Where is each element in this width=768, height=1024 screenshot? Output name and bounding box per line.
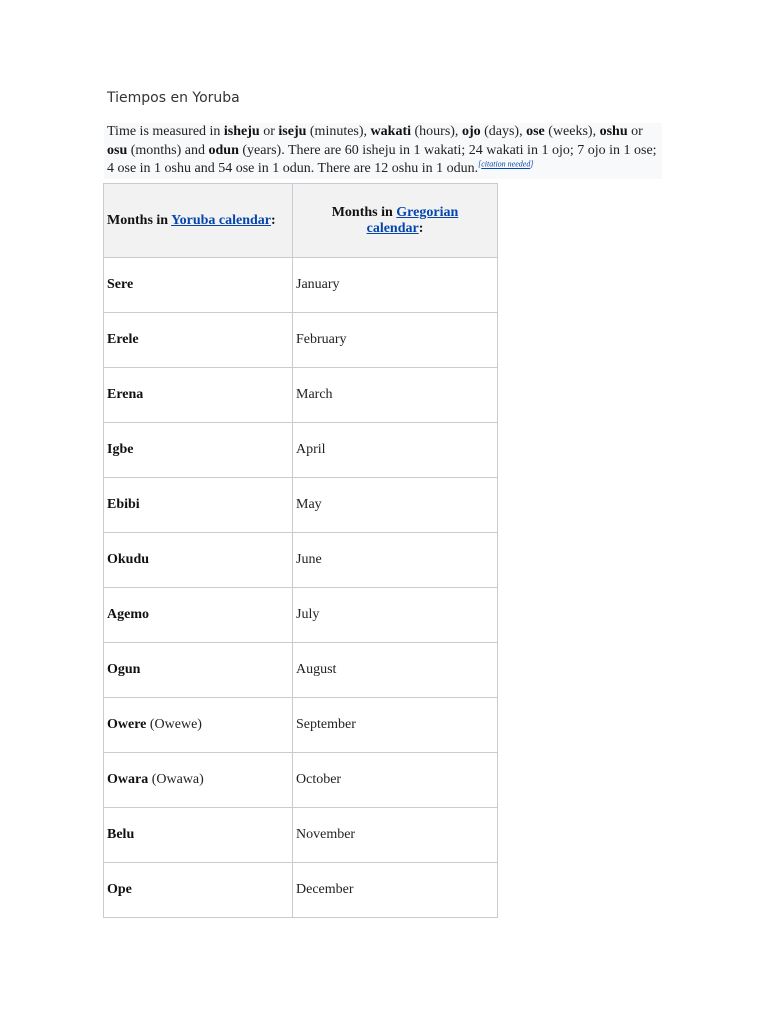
term-osu: osu <box>107 142 128 158</box>
intro-text: (hours), <box>411 124 462 139</box>
gregorian-month-cell: July <box>293 588 498 643</box>
table-row <box>104 588 498 643</box>
yoruba-month-cell: Ebibi <box>104 478 293 533</box>
intro-text: (weeks), <box>544 124 600 139</box>
yoruba-month-cell: Owara (Owawa) <box>104 753 293 808</box>
table-row <box>104 698 498 753</box>
table-row <box>104 313 498 368</box>
intro-text: (days), <box>480 124 527 139</box>
term-oshu: oshu <box>599 124 628 139</box>
intro-text: (months) and <box>127 142 209 158</box>
yoruba-month-cell: Erena <box>104 368 293 423</box>
intro-text: (years). There are 60 isheju in 1 wakati; 24 wakati in 1 ojo; 7 ojo in 1 ose; 4 ose in 1 oshu and 54 ose in 1 odun. There are 12 oshu in 1 odun. <box>107 142 657 177</box>
intro-text: or <box>627 124 643 139</box>
gregorian-month-cell: September <box>293 698 498 753</box>
yoruba-month-cell: Ope <box>104 863 293 918</box>
yoruba-month-cell: Agemo <box>104 588 293 643</box>
page-title: Tiempos en Yoruba <box>107 90 240 106</box>
months-table <box>103 183 498 918</box>
yoruba-month-cell: Igbe <box>104 423 293 478</box>
term-odun: odun <box>208 142 239 158</box>
citation-needed-link[interactable]: [citation needed] <box>478 159 534 169</box>
table-row <box>104 368 498 423</box>
gregorian-month-cell: March <box>293 368 498 423</box>
yoruba-calendar-link[interactable]: Yoruba calendar <box>171 212 272 228</box>
gregorian-month-cell: April <box>293 423 498 478</box>
table-row <box>104 533 498 588</box>
term-isheju: isheju <box>223 124 260 139</box>
table-row <box>104 258 498 313</box>
gregorian-month-cell: November <box>293 808 498 863</box>
term-wakati: wakati <box>370 124 411 139</box>
yoruba-month-cell: Erele <box>104 313 293 368</box>
yoruba-month-cell: Okudu <box>104 533 293 588</box>
table-row <box>104 753 498 808</box>
gregorian-month-cell: August <box>293 643 498 698</box>
table-header-row <box>104 184 498 258</box>
yoruba-month-cell: Sere <box>104 258 293 313</box>
gregorian-month-cell: May <box>293 478 498 533</box>
yoruba-month-cell: Owere (Owewe) <box>104 698 293 753</box>
table-row <box>104 643 498 698</box>
table-row <box>104 808 498 863</box>
header-yoruba-months: Months in Yoruba calendar: <box>104 184 293 258</box>
term-ojo: ojo <box>461 124 481 139</box>
header-gregorian-months: Months in Gregorian calendar: <box>293 184 498 258</box>
table-row <box>104 478 498 533</box>
gregorian-month-cell: December <box>293 863 498 918</box>
term-ose: ose <box>526 124 545 139</box>
intro-text: or <box>259 124 279 139</box>
table-row <box>104 863 498 918</box>
gregorian-month-cell: February <box>293 313 498 368</box>
gregorian-calendar-link[interactable]: Gregorian calendar <box>366 204 459 236</box>
gregorian-month-cell: June <box>293 533 498 588</box>
table-row <box>104 423 498 478</box>
yoruba-month-cell: Belu <box>104 808 293 863</box>
term-iseju: iseju <box>278 124 307 139</box>
intro-paragraph <box>104 123 662 179</box>
intro-text: (minutes), <box>306 124 371 139</box>
gregorian-month-cell: October <box>293 753 498 808</box>
yoruba-month-cell: Ogun <box>104 643 293 698</box>
intro-text: Time is measured in <box>107 124 224 139</box>
gregorian-month-cell: January <box>293 258 498 313</box>
